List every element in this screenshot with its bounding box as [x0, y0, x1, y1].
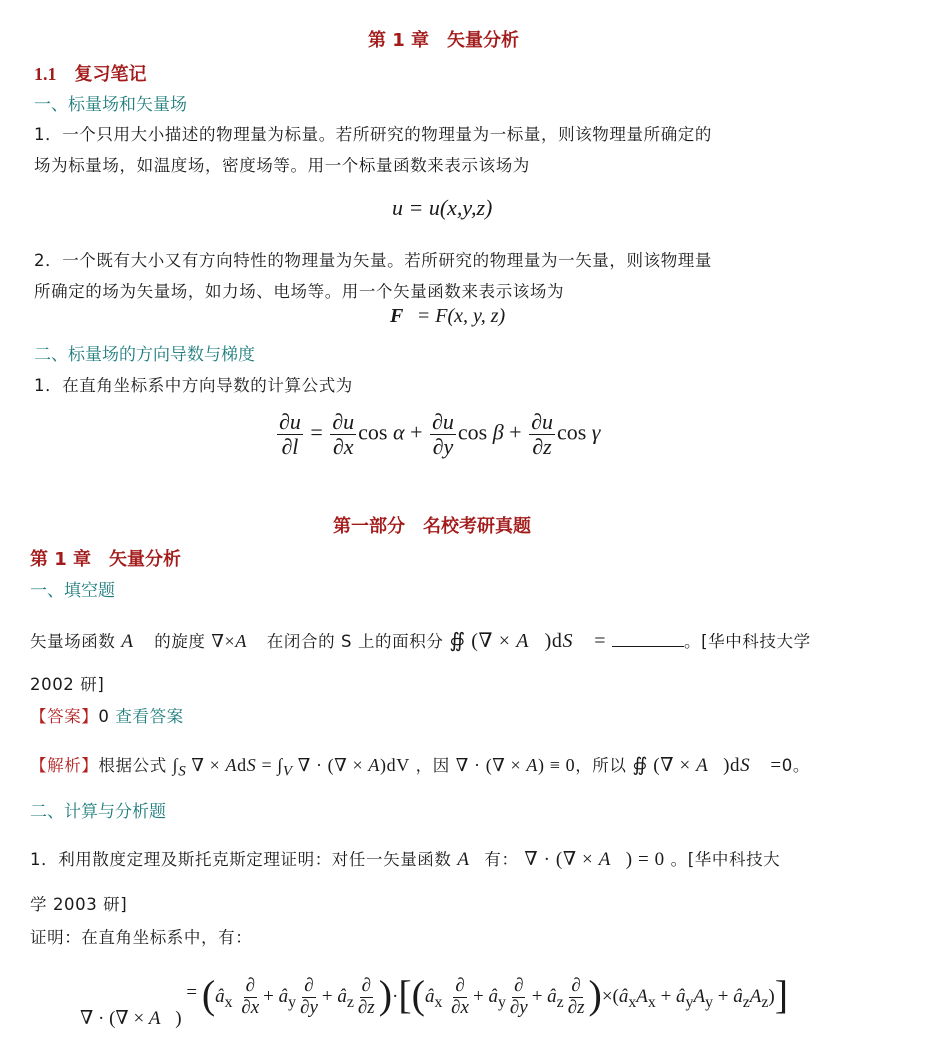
question-1-text-c: 在闭合的 S 上的面积分: [266, 632, 444, 651]
section-review-heading: 1.1 复习笔记: [34, 64, 147, 84]
view-answer-link[interactable]: 查看答案: [115, 707, 184, 726]
fill-blank-heading: 一、填空题: [30, 581, 115, 601]
section-scalar-vector-heading: 一、标量场和矢量场: [34, 95, 187, 115]
analysis-text-d: 0。: [781, 756, 810, 775]
answer-value: 0: [98, 707, 110, 726]
question-1-text-b: 的旋度: [154, 632, 206, 651]
part-heading: 第一部分 名校考研真题: [333, 516, 531, 537]
equation-vector-field: [390, 305, 505, 328]
paragraph-3: 1．在直角坐标系中方向导数的计算公式为: [34, 376, 353, 395]
analysis-text-a: 根据公式: [98, 756, 167, 775]
analysis-label: 【解析】: [30, 756, 99, 775]
paragraph-2-line-2: 所确定的场为矢量场，如力场、电场等。用一个矢量函数来表示该场为: [34, 282, 565, 301]
equation-vector-rhs: = F(x, y, z): [416, 305, 506, 327]
paragraph-2-line-1: 2．一个既有大小又有方向特性的物理量为矢量。若所研究的物理量为一矢量，则该物理量: [34, 251, 712, 270]
paragraph-1-line-2: 场为标量场，如温度场，密度场等。用一个标量函数来表示该场为: [34, 156, 530, 175]
equation-scalar-field: u = u(x,y,z): [392, 195, 493, 220]
proof-intro: 证明：在直角坐标系中，有：: [30, 928, 253, 947]
equation-proof-expansion: ∇ · (∇ × A⃗) = ($â_x$ $\frac{\partial}{\partial x}$ + $â_y$ $\frac{\partial}{\partial y}$ + $â_z$ $\frac{\partial}{\partial z}$ )$\cdot[(â_x$ $\frac{\partial}{\partial x}$ + $â_y$ $\frac{\partial}{\partial y}$ + $â_z$ $\frac{\partial}{\partial z}$ )$\times(â_xA_x$ + $â_yA_y$ + $â_zA_z$)]: [80, 972, 789, 1029]
section-directional-derivative-heading: 二、标量场的方向导数与梯度: [34, 345, 255, 365]
question-2: 1．利用散度定理及斯托克斯定理证明：对任一矢量函数 A⃗有： ∇ · (∇ × A⃗) = 0 。[华中科技大: [30, 849, 781, 870]
answer-label: 【答案】: [30, 707, 99, 726]
question-2-text-b: 有：: [484, 850, 519, 869]
paragraph-1-line-1: 1．一个只用大小描述的物理量为标量。若所研究的物理量为一标量，则该物理量所确定的: [34, 125, 712, 144]
part-chapter-title: 第 1 章 矢量分析: [30, 549, 182, 570]
question-2-line-2: 学 2003 研]: [30, 895, 128, 914]
analysis-text-c: ，所以: [575, 756, 627, 775]
analysis-text-b: ，因: [415, 756, 450, 775]
question-2-text-a: 1．利用散度定理及斯托克斯定理证明：对任一矢量函数: [30, 850, 452, 869]
question-2-text-c: 。[华中科技大: [670, 850, 781, 869]
question-1: 矢量场函数 A⃗ 的旋度 ∇×A⃗ 在闭合的 S 上的面积分 ∯ (∇ × A⃗)dS⃗ = 。[华中科技大学: [30, 630, 811, 652]
equation-vector-lhs: F: [390, 305, 404, 327]
chapter-title: 第 1 章 矢量分析: [368, 30, 520, 51]
answer-line: [30, 703, 184, 727]
question-1-text-a: 矢量场函数: [30, 632, 116, 651]
equation-directional-derivative: $\frac{\partial u}{\partial l}$ = $\frac{\partial u}{\partial x}$ cos α + $\frac{\partial u}{\partial y}$ cos β + $\frac{\partial u}{\partial z}$ cos γ: [279, 409, 601, 460]
question-1-line-2: 2002 研]: [30, 675, 105, 694]
analysis-line: 【解析】根据公式 $\int_S$ ∇ × AdS = $\int_V$ ∇ · (∇ × A)dV ，因 ∇ · (∇ × A) ≡ 0，所以 ∯ (∇ × A⃗)dS⃗ =0。: [30, 755, 810, 780]
calc-heading: 二、计算与分析题: [30, 802, 166, 822]
question-1-text-d: 。[华中科技大学: [683, 632, 811, 651]
